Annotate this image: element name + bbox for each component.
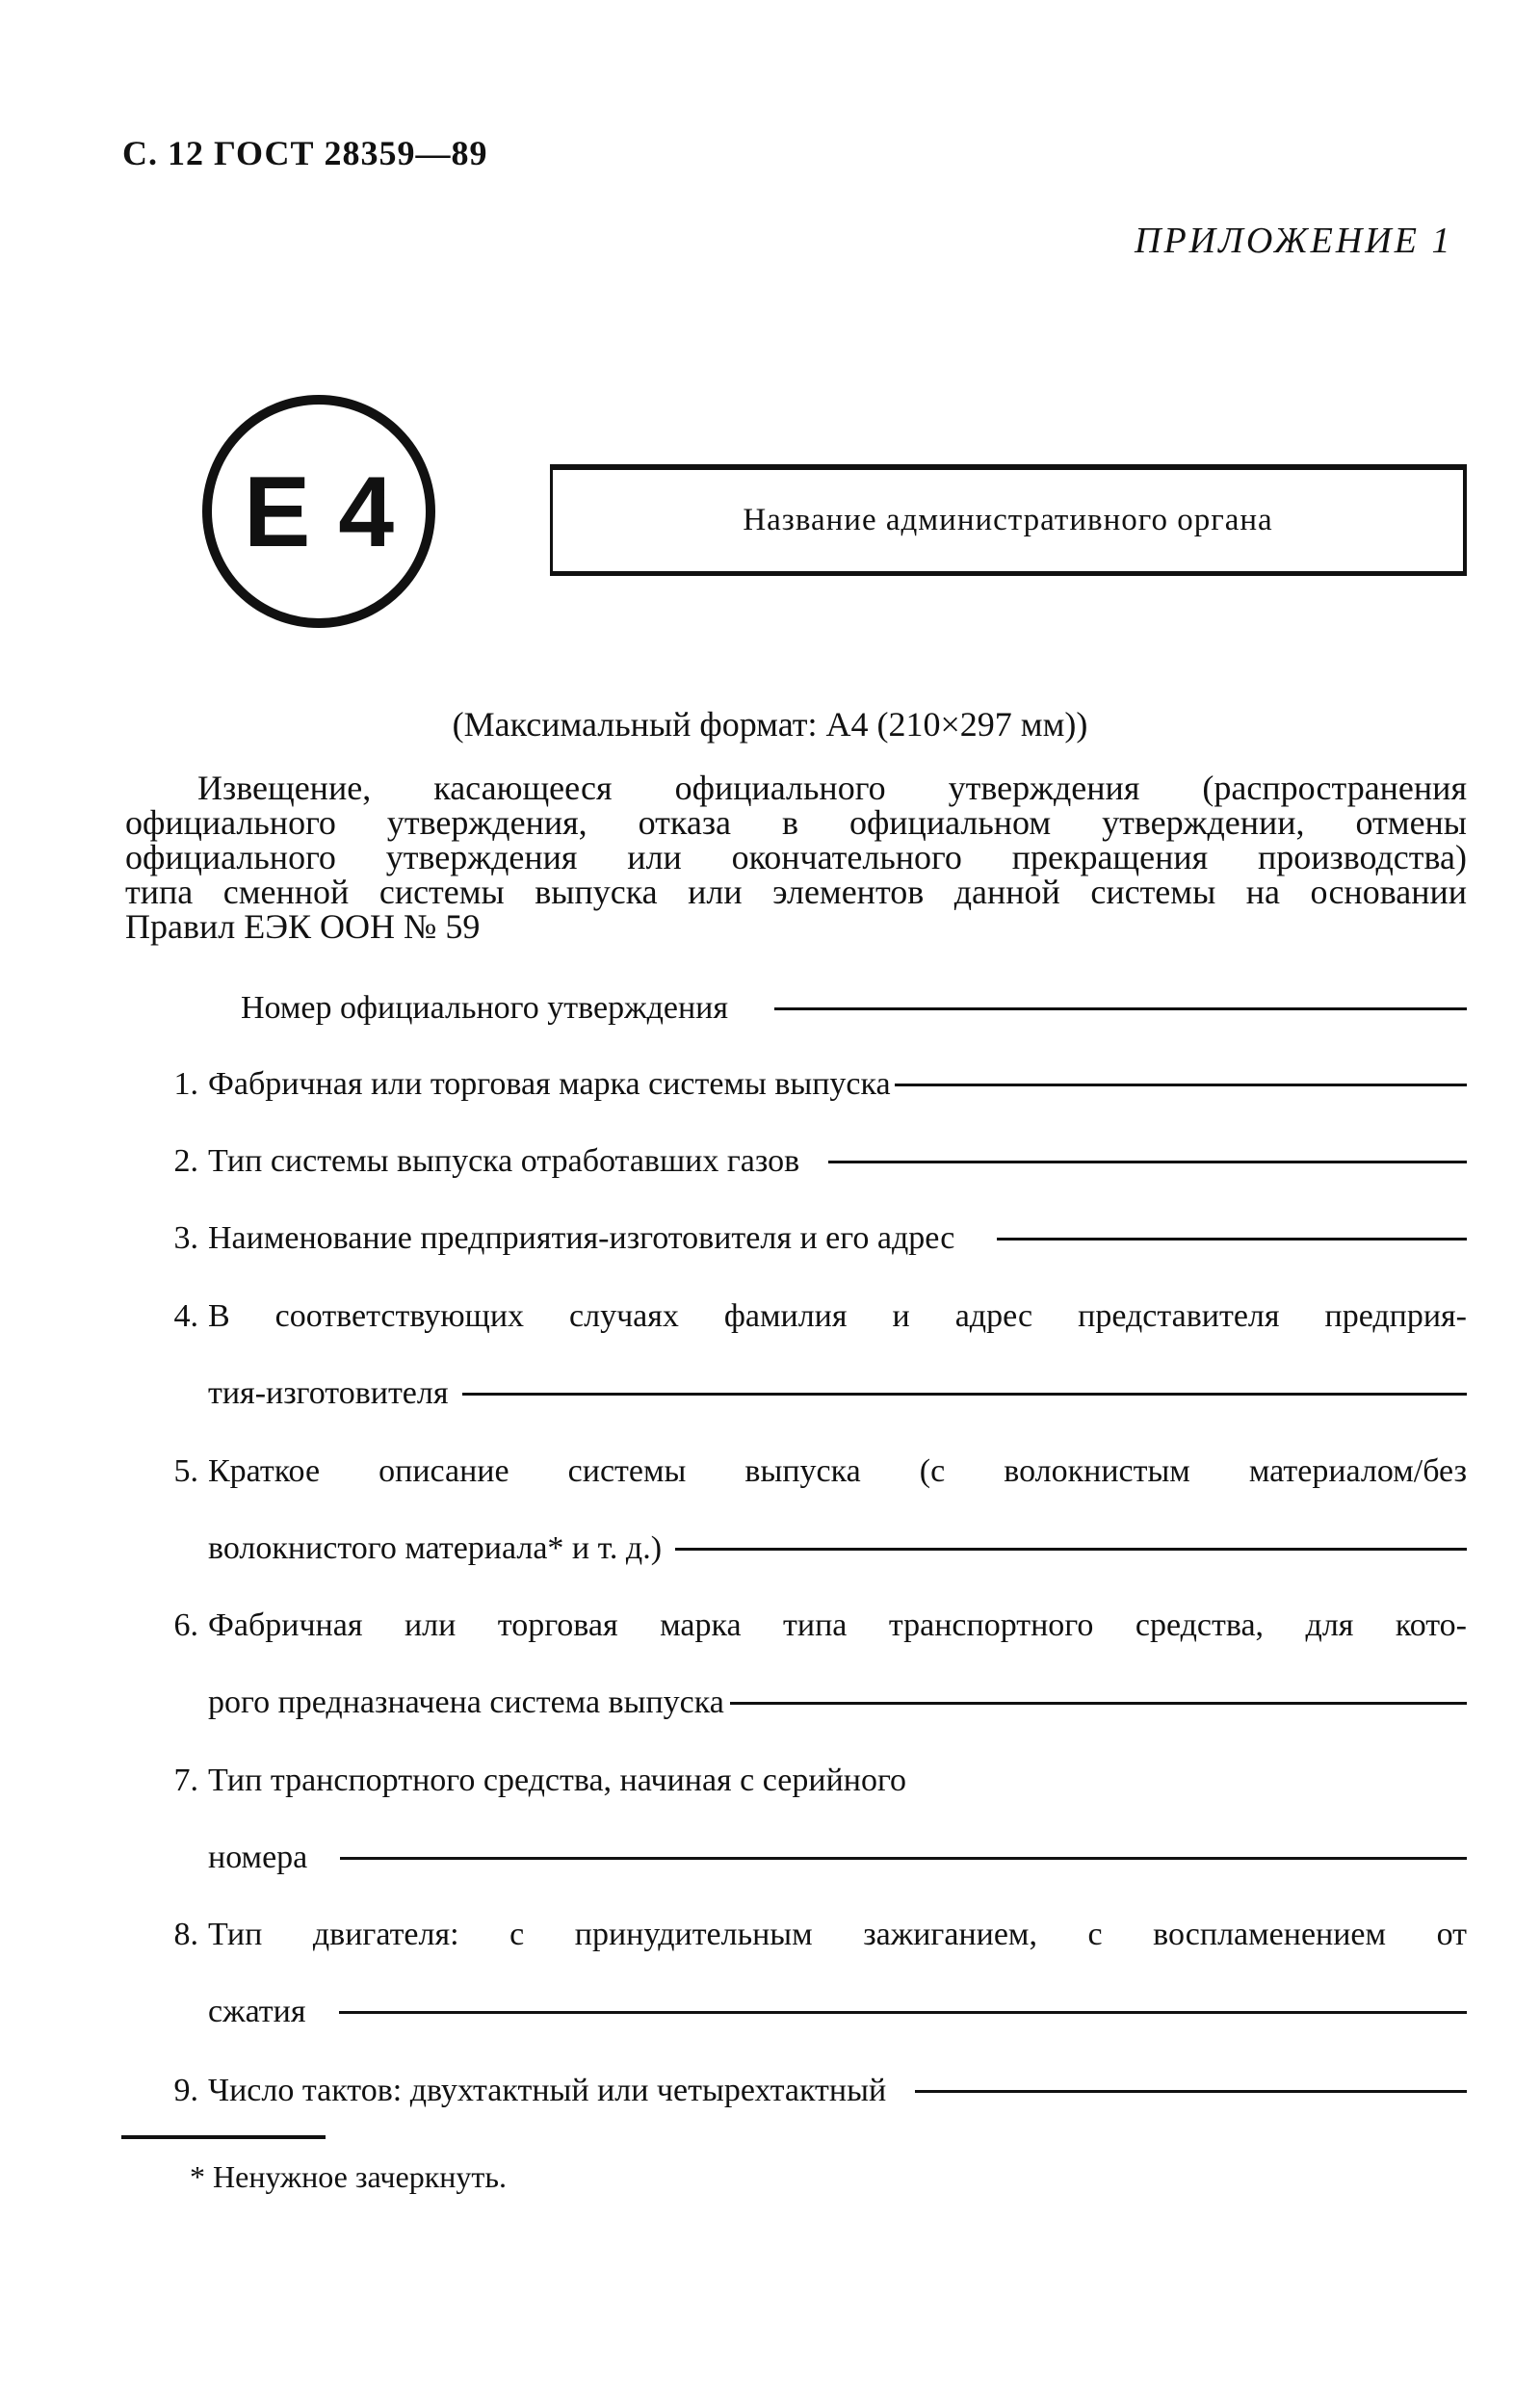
intro-line: официального утверждения, отказа в официальном утверждении, отмены: [125, 803, 1467, 842]
administrative-body-box: [550, 464, 1467, 576]
administrative-body-label: Название административного органа: [743, 503, 1273, 537]
item-blank[interactable]: [675, 1548, 1467, 1551]
item-number: 6.: [173, 1607, 198, 1643]
approval-number-blank[interactable]: [774, 1007, 1467, 1010]
intro-line: Извещение, касающееся официального утверждения (распространения: [197, 769, 1467, 807]
item-label: В соответствующих случаях фамилия и адрес представителя предприя-: [208, 1298, 1467, 1334]
approval-number-field: [241, 990, 1467, 1027]
form-item-continuation: [208, 1994, 1467, 2030]
form-item-continuation: [208, 1685, 1467, 1721]
form-item: [154, 1143, 1467, 1180]
form-item: [154, 1298, 1467, 1335]
item-blank[interactable]: [915, 2090, 1467, 2093]
item-label: Наименование предприятия-изготовителя и его адрес: [208, 1220, 955, 1256]
item-label: Тип двигателя: с принудительным зажиганием, с воспламенением от: [208, 1917, 1467, 1952]
item-number: 8.: [173, 1917, 198, 1952]
item-blank[interactable]: [462, 1393, 1467, 1396]
item-label-continued: сжатия: [208, 1994, 306, 2029]
item-label-continued: рого предназначена система выпуска: [208, 1685, 724, 1720]
item-label-continued: волокнистого материала* и т. д.): [208, 1530, 663, 1566]
form-item-continuation: [208, 1840, 1467, 1876]
item-blank[interactable]: [339, 2011, 1468, 2014]
form-item: [154, 2073, 1467, 2109]
page-header: С. 12 ГОСТ 28359—89: [122, 134, 488, 172]
footnote-divider: [121, 2135, 326, 2139]
item-blank[interactable]: [997, 1238, 1467, 1241]
footnote: * Ненужное зачеркнуть.: [190, 2159, 507, 2194]
item-label: Фабричная или торговая марка типа транспортного средства, для кото-: [208, 1607, 1467, 1643]
intro-line: Правил ЕЭК ООН № 59: [125, 907, 481, 946]
form-item: [154, 1453, 1467, 1490]
item-number: 1.: [173, 1066, 198, 1102]
approval-mark-emblem: [199, 392, 438, 631]
approval-mark-text: E 4: [243, 457, 395, 568]
form-item: [154, 1220, 1467, 1257]
form-item-continuation: [208, 1375, 1467, 1412]
item-label: Фабричная или торговая марка системы выпуска: [208, 1066, 891, 1102]
form-item: [154, 1763, 1467, 1799]
approval-number-label: Номер официального утверждения: [241, 990, 728, 1026]
format-note: (Максимальный формат: А4 (210×297 мм)): [452, 705, 1088, 744]
item-label-continued: номера: [208, 1840, 308, 1875]
item-label: Краткое описание системы выпуска (с волокнистым материалом/без: [208, 1453, 1467, 1489]
intro-paragraph: [125, 771, 1467, 944]
form-item-continuation: [208, 1530, 1467, 1567]
form-item: [154, 1607, 1467, 1644]
intro-line: официального утверждения или окончательного прекращения производства): [125, 838, 1467, 876]
item-blank[interactable]: [340, 1857, 1467, 1860]
intro-line: типа сменной системы выпуска или элементов данной системы на основании: [125, 873, 1467, 911]
item-number: 5.: [173, 1453, 198, 1489]
item-label: Число тактов: двухтактный или четырехтактный: [208, 2073, 887, 2108]
item-number: 9.: [173, 2073, 198, 2108]
item-number: 4.: [173, 1298, 198, 1334]
appendix-title: ПРИЛОЖЕНИЕ 1: [1135, 221, 1453, 261]
item-label-continued: тия-изготовителя: [208, 1375, 449, 1411]
item-blank[interactable]: [895, 1084, 1467, 1086]
item-number: 7.: [173, 1763, 198, 1798]
item-number: 3.: [173, 1220, 198, 1256]
item-number: 2.: [173, 1143, 198, 1179]
item-label: Тип системы выпуска отработавших газов: [208, 1143, 800, 1179]
item-blank[interactable]: [730, 1702, 1467, 1705]
item-label: Тип транспортного средства, начиная с серийного: [208, 1763, 907, 1798]
item-blank[interactable]: [828, 1161, 1467, 1163]
form-item: [154, 1066, 1467, 1103]
form-item: [154, 1917, 1467, 1953]
